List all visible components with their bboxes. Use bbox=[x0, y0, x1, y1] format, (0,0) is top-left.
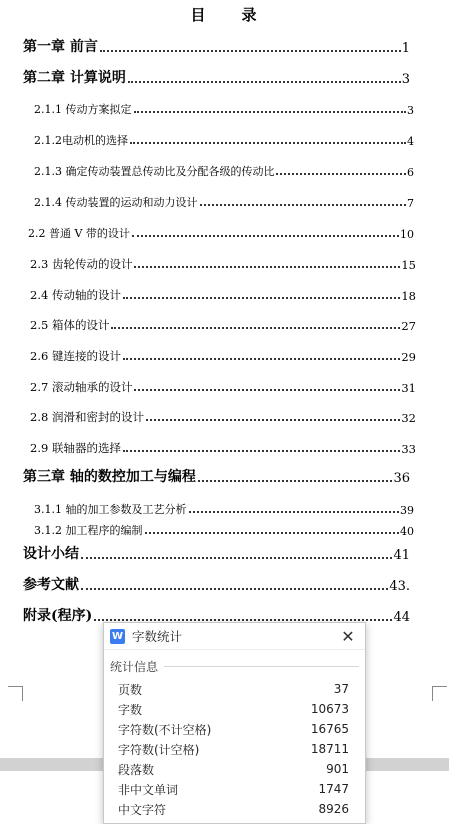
toc-entry-title: 3.1.2 加工程序的编制 bbox=[34, 524, 143, 537]
toc-entry-title: 第三章 轴的数控加工与编程 bbox=[23, 469, 196, 485]
toc-leader-dots bbox=[134, 389, 400, 391]
stats-section-header bbox=[104, 650, 365, 679]
toc-entry-title: 2.1.4 传动装置的运动和动力设计 bbox=[34, 196, 198, 209]
toc-entry-title: 2.2 普通 V 带的设计 bbox=[28, 227, 130, 240]
toc-entry[interactable] bbox=[34, 190, 414, 210]
wps-app-icon: W bbox=[111, 630, 124, 642]
dialog-title: 字数统计 bbox=[132, 629, 183, 644]
toc-heading: 目 录 bbox=[190, 6, 259, 24]
toc-entry-title: 3.1.1 轴的加工参数及工艺分析 bbox=[34, 503, 187, 516]
toc-entry-title: 参考文献 bbox=[23, 577, 79, 593]
toc-entry-page: 1 bbox=[401, 41, 410, 56]
stat-value: 8926 bbox=[318, 802, 349, 816]
stat-value: 37 bbox=[333, 682, 349, 696]
stat-row bbox=[104, 799, 365, 819]
stat-label: 页数 bbox=[118, 682, 143, 697]
stat-label: 字符数(不计空格) bbox=[118, 722, 212, 737]
toc-leader-dots bbox=[134, 266, 400, 268]
toc-entry[interactable] bbox=[34, 97, 414, 117]
toc-entry[interactable] bbox=[34, 518, 414, 538]
word-count-dialog bbox=[103, 622, 366, 824]
toc-entry-page: 6 bbox=[407, 166, 414, 179]
toc-leader-dots bbox=[123, 297, 400, 299]
toc-entry[interactable] bbox=[30, 405, 416, 425]
stat-label: 字数 bbox=[118, 702, 143, 717]
toc-entry-title: 2.8 润滑和密封的设计 bbox=[30, 410, 144, 424]
toc-entry[interactable] bbox=[34, 128, 414, 148]
stat-value: 16765 bbox=[310, 722, 349, 736]
toc-entry[interactable] bbox=[34, 159, 414, 179]
toc-entry-title: 附录(程序) bbox=[23, 608, 93, 624]
toc-entry-title: 设计小结 bbox=[23, 546, 79, 562]
toc-entry-page: 27 bbox=[401, 319, 416, 333]
toc-entry-title: 2.6 键连接的设计 bbox=[30, 349, 121, 363]
toc-entry[interactable] bbox=[30, 344, 416, 364]
stat-value: 1747 bbox=[318, 782, 349, 796]
toc-entry-page: 15 bbox=[401, 258, 416, 272]
stat-value: 10673 bbox=[310, 702, 349, 716]
toc-leader-dots bbox=[123, 450, 400, 452]
toc-entry-page: 31 bbox=[401, 381, 416, 395]
toc-entry-title: 2.7 滚动轴承的设计 bbox=[30, 380, 133, 394]
stat-row bbox=[104, 739, 365, 759]
toc-leader-dots bbox=[128, 81, 401, 83]
toc-entry-title: 2.5 箱体的设计 bbox=[30, 318, 110, 332]
toc-entry-page: 3 bbox=[407, 104, 414, 117]
toc-leader-dots bbox=[81, 588, 388, 590]
stat-value: 18711 bbox=[310, 742, 349, 756]
stats-section-label: 统计信息 bbox=[110, 660, 159, 674]
stat-row bbox=[104, 679, 365, 699]
page-corner-mark-right bbox=[432, 686, 447, 701]
toc-entry-title: 第二章 计算说明 bbox=[23, 70, 126, 86]
toc-leader-dots bbox=[134, 111, 407, 113]
toc-leader-dots bbox=[123, 358, 400, 360]
toc-entry-title: 第一章 前言 bbox=[23, 39, 98, 55]
stat-row bbox=[104, 759, 365, 779]
stat-label: 字符数(计空格) bbox=[118, 742, 200, 757]
toc-entry-page: 29 bbox=[401, 350, 416, 364]
toc-entry-page: 4 bbox=[407, 135, 414, 148]
toc-entry-title: 2.1.1 传动方案拟定 bbox=[34, 103, 132, 116]
stat-label: 段落数 bbox=[118, 762, 155, 777]
toc-entry[interactable] bbox=[30, 436, 416, 456]
toc-leader-dots bbox=[276, 173, 406, 175]
toc-entry-page: 40 bbox=[400, 525, 414, 538]
toc-entry[interactable] bbox=[30, 252, 416, 272]
divider bbox=[164, 666, 359, 667]
toc-entry[interactable] bbox=[23, 466, 410, 486]
toc-leader-dots bbox=[130, 142, 406, 144]
toc-leader-dots bbox=[94, 619, 392, 621]
toc-entry[interactable] bbox=[23, 36, 410, 56]
toc-leader-dots bbox=[198, 480, 393, 482]
toc-entry-title: 2.4 传动轴的设计 bbox=[30, 288, 121, 302]
stat-row bbox=[104, 699, 365, 719]
toc-entry-page: 7 bbox=[407, 197, 414, 210]
toc-entry-title: 2.9 联轴器的选择 bbox=[30, 441, 121, 455]
toc-entry-page: 44 bbox=[393, 610, 410, 625]
toc-entry-page: 32 bbox=[401, 411, 416, 425]
toc-entry[interactable] bbox=[34, 497, 414, 517]
toc-leader-dots bbox=[146, 419, 400, 421]
toc-leader-dots bbox=[200, 204, 407, 206]
toc-entry-page: 43. bbox=[389, 579, 410, 594]
toc-leader-dots bbox=[81, 557, 392, 559]
stat-label: 中文字符 bbox=[118, 802, 167, 817]
toc-entry-title: 2.3 齿轮传动的设计 bbox=[30, 257, 133, 271]
toc-entry[interactable] bbox=[30, 313, 416, 333]
toc-entry[interactable] bbox=[30, 375, 416, 395]
dialog-titlebar[interactable] bbox=[104, 623, 365, 650]
close-icon[interactable]: ✕ bbox=[341, 626, 355, 646]
page-corner-mark-left bbox=[8, 686, 23, 701]
toc-leader-dots bbox=[189, 511, 400, 513]
toc-entry-page: 41 bbox=[393, 548, 410, 563]
toc-entry-title: 2.1.2电动机的选择 bbox=[34, 134, 128, 147]
toc-entry-page: 10 bbox=[400, 228, 414, 241]
toc-entry[interactable] bbox=[23, 67, 410, 87]
toc-entry-page: 18 bbox=[401, 289, 416, 303]
toc-entry[interactable] bbox=[28, 221, 414, 241]
toc-entry[interactable] bbox=[23, 543, 410, 563]
toc-entry[interactable] bbox=[30, 283, 416, 303]
stat-row bbox=[104, 719, 365, 739]
toc-entry-page: 33 bbox=[401, 442, 416, 456]
toc-entry[interactable] bbox=[23, 574, 410, 594]
stats-list bbox=[104, 679, 365, 819]
toc-entry-page: 3 bbox=[401, 72, 410, 87]
toc-leader-dots bbox=[132, 235, 399, 237]
toc-entry-page: 39 bbox=[400, 504, 414, 517]
stat-row bbox=[104, 779, 365, 799]
stat-label: 非中文单词 bbox=[118, 782, 179, 797]
toc-entry-title: 2.1.3 确定传动装置总传动比及分配各级的传动比 bbox=[34, 165, 275, 178]
stat-value: 901 bbox=[326, 762, 349, 776]
toc-entry-page: 36 bbox=[393, 471, 410, 486]
toc-leader-dots bbox=[100, 50, 401, 52]
toc-leader-dots bbox=[111, 327, 400, 329]
toc-leader-dots bbox=[145, 532, 400, 534]
